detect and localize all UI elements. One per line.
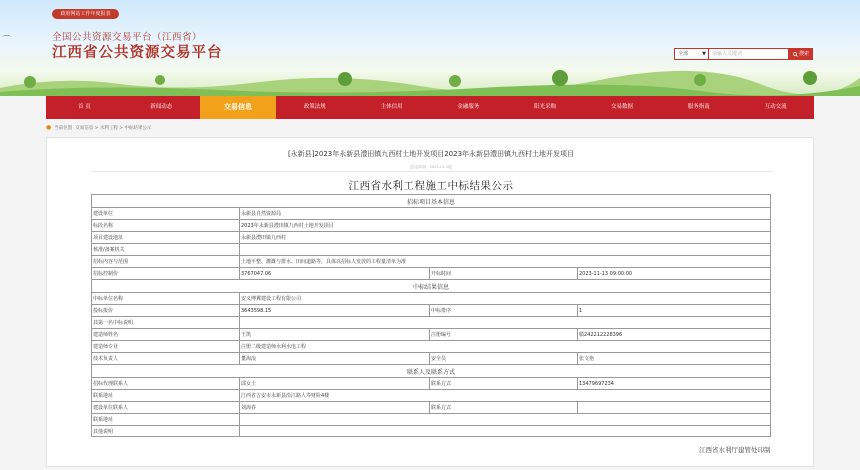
nav-item-news[interactable]: 新闻动态 [150,104,173,110]
breadcrumb-home[interactable]: 当前位置 [54,125,73,131]
cell-value: 1 [578,305,771,317]
nav-item-guide[interactable]: 服务指南 [687,104,710,110]
header-banner [0,0,860,96]
search-category-select[interactable]: 全部 ▼ [674,48,708,60]
result-table [91,194,771,437]
cell-label: 安全员 [430,353,578,365]
cell-value: 2023-11-13 09:00:00 [578,268,771,280]
cell-label: 建设单位联系人 [92,402,240,414]
cell-label: 联系方式 [430,378,578,390]
cell-label: 注册编号 [430,329,578,341]
cell-value: 安义博翼建设工程有限公司 [240,293,771,305]
chevron-down-icon: ▼ [702,51,706,57]
cell-label: 招标控制价 [92,268,240,280]
cell-label: 联系地址 [92,414,240,426]
cell-value: 永新县澧田镇九西村 [240,232,771,244]
annual-report-link[interactable]: 政府网站工作年度报表 [52,9,119,19]
section-header-basic: 招标项目基本信息 [92,195,771,208]
bird-icon: ⌒ [2,36,12,46]
cell-label: 中标排序 [430,305,578,317]
nav-item-interaction[interactable]: 互动交流 [764,104,787,110]
cell-value: 邱女士 [240,378,430,390]
project-title: [永新县]2023年永新县澧田镇九西村土地开发项目2023年永新县澧田镇九西村土地开发项目 [287,150,575,158]
cell-value [240,317,771,329]
cell-label: 建造师姓名 [92,329,240,341]
cell-label: 其他说明 [92,426,240,437]
search-input[interactable]: 请输入关键词 [708,48,789,60]
cell-value: 董海浪 [240,353,430,365]
section-header-contact: 联系人及联系方式 [92,365,771,378]
main-nav [46,96,814,119]
nav-item-home[interactable]: 首 页 [78,104,91,110]
nav-item-credit[interactable]: 主体信用 [380,104,403,110]
nav-item-data[interactable]: 交易数据 [610,104,633,110]
cell-value [240,414,771,426]
cell-value [240,426,771,437]
cell-value: 永新县自然资源局 [240,208,771,220]
site-subtitle: 全国公共资源交易平台（江西省） [52,32,203,43]
cell-label: 其第一名中标说明 [92,317,240,329]
cell-value: 注册二级建造师水利水电工程 [240,341,771,353]
cell-label: 联系地址 [92,390,240,402]
search-icon [793,52,798,57]
cell-label: 建设单位 [92,208,240,220]
cell-label: 招标内容与范围 [92,256,240,268]
cell-label: 开标时间 [430,268,578,280]
nav-item-finance[interactable]: 金融服务 [457,104,480,110]
cell-value: 13479697234 [578,378,771,390]
cell-label: 核准/备案机关 [92,244,240,256]
cell-label: 技术负责人 [92,353,240,365]
cell-value: 王凯 [240,329,430,341]
search-button[interactable]: 搜索 [789,48,813,60]
cell-value: 江西省吉安市永新县沿江路人寿财险4楼 [240,390,771,402]
cell-value: 土地平整、灌溉与排水、田间道路等，具体以招标人发放的工程量清单为准 [240,256,771,268]
site-title[interactable]: 江西省公共资源交易平台 [52,45,223,61]
cell-label: 建造师专业 [92,341,240,353]
cell-value: 3643598.15 [240,305,430,317]
cell-value [240,244,771,256]
cell-value: 刘海春 [240,402,430,414]
nav-item-procurement[interactable]: 阳光采购 [534,104,557,110]
cell-value: 张文艳 [578,353,771,365]
content-panel [46,137,814,467]
nav-item-trade-info[interactable]: 交易信息 [200,96,277,119]
cell-label: 中标单位名称 [92,293,240,305]
cell-value: 2023年永新县澧田镇九西村土地开发项目 [240,220,771,232]
cell-value [578,402,771,414]
cell-value: 3767047.06 [240,268,430,280]
cell-label: 投标报价 [92,305,240,317]
cell-value: 赣242212228396 [578,329,771,341]
breadcrumb [46,124,152,131]
cell-label: 招标代理联系人 [92,378,240,390]
breadcrumb-path[interactable]: 交易信息 > 水利工程 > 中标结果公示 [75,125,152,131]
nav-item-policy[interactable]: 政策法规 [303,104,326,110]
section-header-result: 中标结果信息 [92,280,771,293]
cell-label: 联系方式 [430,402,578,414]
document-title: 江西省水利工程施工中标结果公示 [348,180,514,192]
divider [92,171,772,172]
location-pin-icon: ● [46,124,52,131]
publish-meta: 【信息时间：2023-11-30】 [408,165,454,169]
cell-label: 标段名称 [92,220,240,232]
landscape-decoration [0,66,860,96]
search-bar [674,48,813,60]
cell-label: 项目建设地址 [92,232,240,244]
issuer-note: 江西省水利厅建管处印制 [699,446,771,454]
